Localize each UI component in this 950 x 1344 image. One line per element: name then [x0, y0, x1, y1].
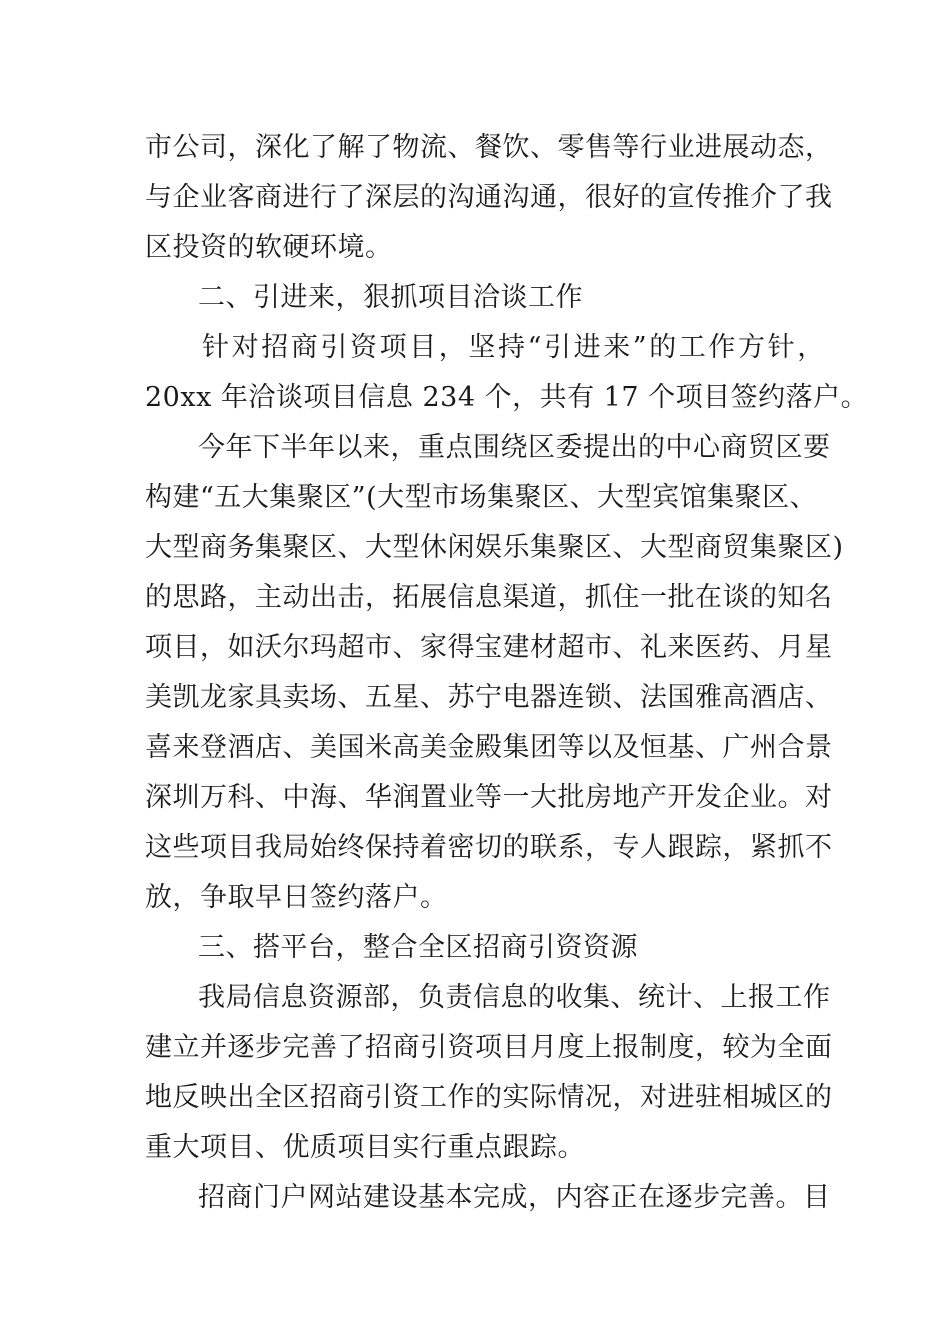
- paragraph-line-9: 大型商务集聚区、大型休闲娱乐集聚区、大型商贸集聚区): [145, 532, 844, 563]
- paragraph-line-12: 美凯龙家具卖场、五星、苏宁电器连锁、法国雅高酒店、: [145, 682, 833, 713]
- paragraph-line-7: 今年下半年以来，重点围绕区委提出的中心商贸区要: [198, 432, 831, 463]
- paragraph-line-6: 20xx 年洽谈项目信息 234 个，共有 17 个项目签约落户。: [145, 382, 869, 413]
- paragraph-line-13: 喜来登酒店、美国米高美金殿集团等以及恒基、广州合景: [145, 732, 833, 763]
- paragraph-line-21: 重大项目、优质项目实行重点跟踪。: [145, 1132, 585, 1163]
- paragraph-line-5: 针对招商引资项目，坚持“引进来”的工作方针，: [202, 332, 827, 363]
- paragraph-line-20: 地反映出全区招商引资工作的实际情况，对进驻相城区的: [145, 1082, 833, 1113]
- paragraph-line-3: 区投资的软硬环境。: [145, 232, 393, 263]
- paragraph-line-16: 放，争取早日签约落户。: [145, 882, 448, 913]
- paragraph-line-15: 这些项目我局始终保持着密切的联系，专人跟踪，紧抓不: [145, 832, 833, 863]
- paragraph-line-8: 构建“五大集聚区”(大型市场集聚区、大型宾馆集聚区、: [145, 482, 818, 513]
- paragraph-line-19: 建立并逐步完善了招商引资项目月度上报制度，较为全面: [145, 1032, 833, 1063]
- paragraph-line-18: 我局信息资源部，负责信息的收集、统计、上报工作: [198, 982, 831, 1013]
- paragraph-line-2: 与企业客商进行了深层的沟通沟通，很好的宣传推介了我: [145, 182, 833, 213]
- section-heading-3: 三、搭平台，整合全区招商引资资源: [198, 932, 638, 963]
- paragraph-line-11: 项目，如沃尔玛超市、家得宝建材超市、礼来医药、月星: [145, 632, 833, 663]
- paragraph-line-22: 招商门户网站建设基本完成，内容正在逐步完善。目: [198, 1182, 831, 1213]
- paragraph-line-1: 市公司，深化了解了物流、餐饮、零售等行业进展动态，: [145, 132, 833, 163]
- paragraph-line-14: 深圳万科、中海、华润置业等一大批房地产开发企业。对: [145, 782, 833, 813]
- section-heading-2: 二、引进来，狠抓项目洽谈工作: [198, 282, 583, 313]
- paragraph-line-10: 的思路，主动出击，拓展信息渠道，抓住一批在谈的知名: [145, 582, 833, 613]
